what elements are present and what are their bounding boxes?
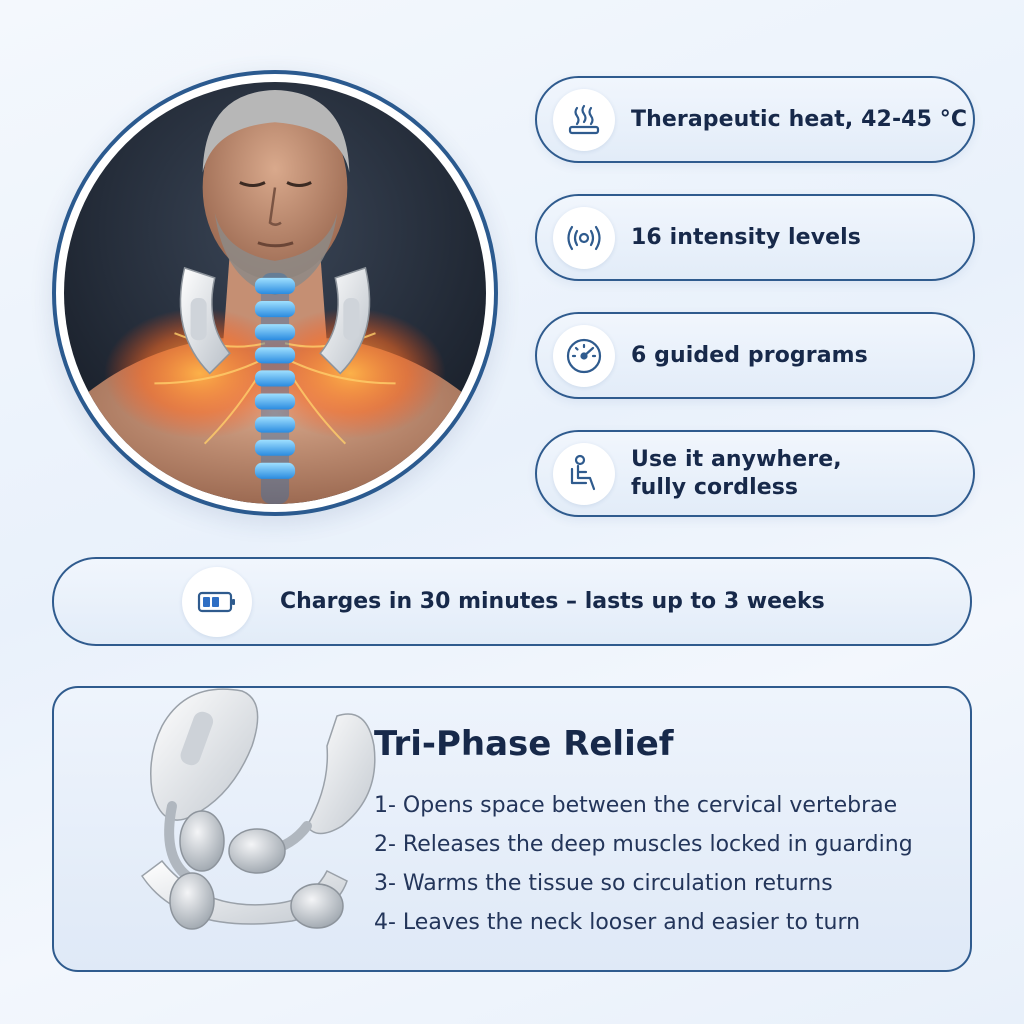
battery-label: Charges in 30 minutes – lasts up to 3 weeks — [280, 589, 825, 614]
gauge-icon — [563, 335, 605, 377]
seated-person-icon — [564, 453, 604, 495]
phase-item: 4- Leaves the neck looser and easier to turn — [374, 910, 861, 935]
gauge-icon-badge — [553, 325, 615, 387]
phase-title: Tri-Phase Relief — [374, 724, 674, 764]
phase-item: 2- Releases the deep muscles locked in guarding — [374, 832, 913, 857]
neck-massager-device-image — [92, 686, 382, 966]
hero-illustration — [64, 82, 486, 504]
vibration-icon-badge — [553, 207, 615, 269]
battery-info-bar — [52, 557, 972, 646]
feature-cordless-line1: Use it anywhere, — [631, 447, 842, 472]
feature-programs — [535, 312, 975, 399]
battery-icon — [197, 590, 237, 614]
seated-person-icon-badge — [553, 443, 615, 505]
phase-item: 3- Warms the tissue so circulation returns — [374, 871, 833, 896]
hero-image-frame — [52, 70, 498, 516]
heat-icon — [564, 100, 604, 140]
feature-heat-label: Therapeutic heat, 42-45 °C — [631, 106, 968, 132]
heat-icon-badge — [553, 89, 615, 151]
feature-intensity — [535, 194, 975, 281]
feature-programs-label: 6 guided programs — [631, 342, 868, 368]
hero-image — [64, 82, 486, 504]
phase-list — [374, 786, 913, 942]
battery-icon-badge — [182, 567, 252, 637]
phase-item: 1- Opens space between the cervical vertebrae — [374, 793, 898, 818]
feature-intensity-label: 16 intensity levels — [631, 224, 861, 250]
vibration-icon — [562, 218, 606, 258]
feature-cordless-label — [631, 446, 842, 501]
tri-phase-card — [52, 686, 972, 972]
feature-cordless-line2: fully cordless — [631, 474, 799, 500]
feature-cordless — [535, 430, 975, 517]
feature-heat — [535, 76, 975, 163]
